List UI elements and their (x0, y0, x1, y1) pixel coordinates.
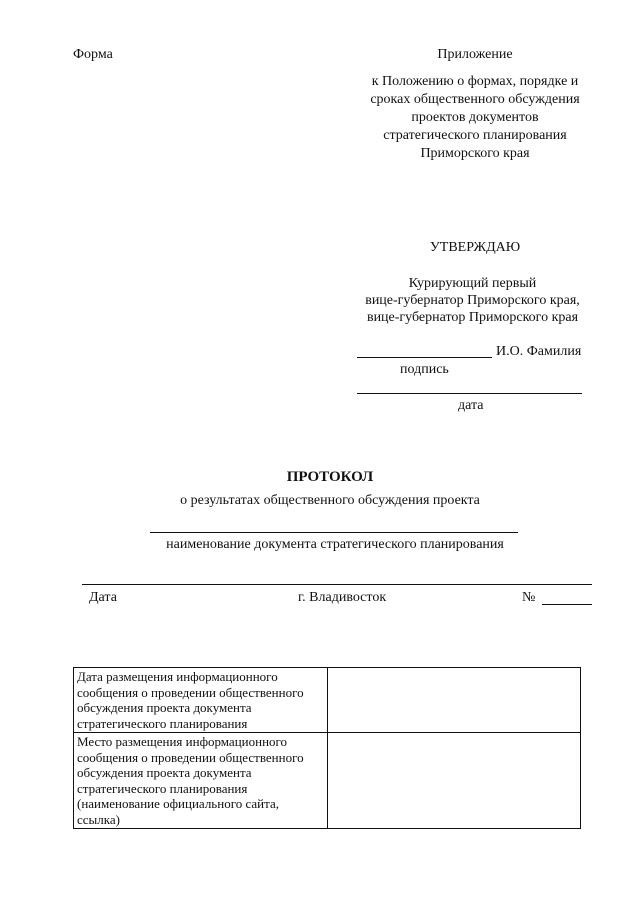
date-caption: дата (458, 398, 484, 413)
cell-line: (наименование официального сайта, (77, 796, 279, 811)
form-label: Форма (73, 47, 113, 62)
signatory-name: И.О. Фамилия (496, 344, 582, 359)
appendix-line: проектов документов (411, 110, 539, 125)
table-cell-label (74, 733, 328, 829)
table-cell-value (328, 668, 581, 733)
document-name-line (150, 532, 518, 533)
city-label: г. Владивосток (298, 590, 387, 605)
appendix-title: Приложение (437, 47, 513, 62)
document-name-caption: наименование документа стратегического планирования (166, 537, 504, 552)
date-line (357, 393, 582, 394)
approval-title: УТВЕРЖДАЮ (429, 240, 521, 255)
date-label: Дата (89, 590, 117, 605)
number-line (542, 604, 592, 605)
appendix-line: сроках общественного обсуждения (370, 92, 580, 107)
cell-line: обсуждения проекта документа (77, 700, 252, 715)
table-cell-label (74, 668, 328, 733)
meta-separator (82, 584, 592, 585)
table-row (74, 668, 581, 733)
protocol-title: ПРОТОКОЛ (286, 469, 374, 485)
protocol-subtitle: о результатах общественного обсуждения проекта (180, 493, 480, 508)
position-line: Курирующий первый (408, 276, 537, 291)
appendix-line: к Положению о формах, порядке и (371, 74, 579, 89)
cell-line: обсуждения проекта документа (77, 765, 252, 780)
signature-line (357, 357, 492, 358)
cell-line: Дата размещения информационного (77, 669, 278, 684)
table-cell-value (328, 733, 581, 829)
appendix-line: Приморского края (420, 146, 530, 161)
cell-line: сообщения о проведении общественного (77, 749, 304, 765)
position-line: вице-губернатор Приморского края (366, 310, 579, 325)
appendix-text (350, 73, 600, 163)
number-label: № (522, 590, 536, 605)
signature-caption: подпись (400, 362, 449, 377)
cell-line: сообщения о проведении общественного (77, 684, 304, 700)
cell-line: стратегического планирования (77, 780, 248, 796)
cell-line: стратегического планирования (77, 715, 248, 731)
cell-line: ссылка) (77, 811, 120, 827)
position-line: вице-губернатор Приморского края, (365, 293, 580, 308)
approval-position (340, 275, 605, 326)
info-table (73, 667, 581, 829)
table-row (74, 733, 581, 829)
cell-line: Место размещения информационного (77, 734, 288, 749)
appendix-line: стратегического планирования (383, 128, 567, 143)
